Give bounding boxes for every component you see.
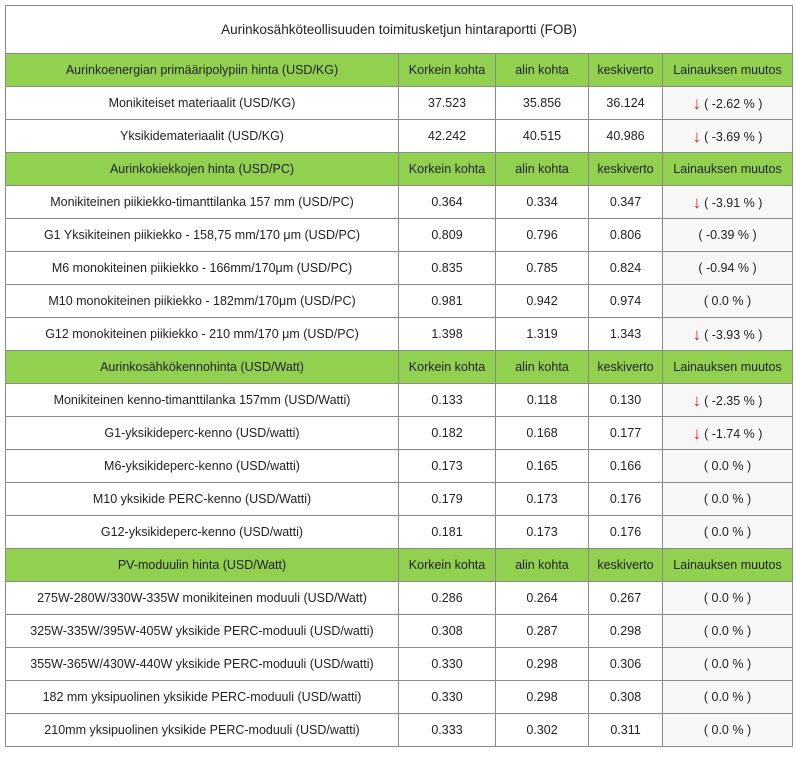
price-high: 0.330 (399, 681, 496, 714)
price-change-value: ( 0.0 % ) (703, 690, 752, 704)
price-change (663, 384, 793, 417)
product-name: M10 yksikide PERC-kenno (USD/Watti) (6, 483, 399, 516)
table-row (6, 252, 793, 285)
price-high: 0.133 (399, 384, 496, 417)
price-avg: 0.806 (589, 219, 663, 252)
column-header-avg: keskiverto (589, 153, 663, 186)
column-header-high: Korkein kohta (399, 153, 496, 186)
price-low: 0.264 (496, 582, 589, 615)
price-avg: 0.308 (589, 681, 663, 714)
price-high: 0.182 (399, 417, 496, 450)
product-name: 275W-280W/330W-335W monikiteinen moduuli (USD/Watt) (6, 582, 399, 615)
price-avg: 0.311 (589, 714, 663, 747)
price-change (663, 615, 793, 648)
price-change (663, 648, 793, 681)
product-name: G12-yksikideperc-kenno (USD/watti) (6, 516, 399, 549)
price-high: 0.179 (399, 483, 496, 516)
price-avg: 0.267 (589, 582, 663, 615)
price-low: 0.302 (496, 714, 589, 747)
product-name: G1-yksikideperc-kenno (USD/watti) (6, 417, 399, 450)
table-row (6, 483, 793, 516)
table-row (6, 318, 793, 351)
price-change-value: ( -3.69 % ) (704, 130, 763, 144)
price-change-value: ( 0.0 % ) (703, 525, 752, 539)
section-heading: Aurinkoenergian primääripolypiin hinta (USD/KG) (6, 54, 399, 87)
price-change (663, 87, 793, 120)
column-header-change: Lainauksen muutos (663, 351, 793, 384)
arrow-down-icon: ↓ (692, 424, 702, 443)
price-low: 0.287 (496, 615, 589, 648)
section-header-row (6, 54, 793, 87)
price-avg: 36.124 (589, 87, 663, 120)
price-low: 0.298 (496, 681, 589, 714)
table-row (6, 615, 793, 648)
price-avg: 0.177 (589, 417, 663, 450)
column-header-change: Lainauksen muutos (663, 54, 793, 87)
column-header-low: alin kohta (496, 54, 589, 87)
price-avg: 0.347 (589, 186, 663, 219)
table-row (6, 681, 793, 714)
product-name: G12 monokiteinen piikiekko - 210 mm/170 μm (USD/PC) (6, 318, 399, 351)
price-change-value: ( -0.39 % ) (698, 228, 757, 242)
price-change (663, 318, 793, 351)
table-row (6, 120, 793, 153)
price-low: 0.173 (496, 516, 589, 549)
table-row (6, 417, 793, 450)
table-row (6, 714, 793, 747)
section-header-row (6, 153, 793, 186)
table-row (6, 219, 793, 252)
column-header-high: Korkein kohta (399, 351, 496, 384)
price-low: 40.515 (496, 120, 589, 153)
price-high: 42.242 (399, 120, 496, 153)
price-high: 0.809 (399, 219, 496, 252)
price-change-value: ( 0.0 % ) (703, 294, 752, 308)
price-avg: 0.306 (589, 648, 663, 681)
price-high: 0.333 (399, 714, 496, 747)
report-title-row (6, 6, 793, 54)
column-header-change: Lainauksen muutos (663, 549, 793, 582)
price-avg: 40.986 (589, 120, 663, 153)
table-row (6, 285, 793, 318)
price-change-value: ( -3.93 % ) (704, 328, 763, 342)
section-header-row (6, 549, 793, 582)
price-high: 0.330 (399, 648, 496, 681)
arrow-down-icon: ↓ (692, 325, 702, 344)
product-name: Yksikidemateriaalit (USD/KG) (6, 120, 399, 153)
price-low: 0.165 (496, 450, 589, 483)
price-high: 0.181 (399, 516, 496, 549)
price-low: 1.319 (496, 318, 589, 351)
table-row (6, 516, 793, 549)
table-row (6, 186, 793, 219)
price-high: 0.981 (399, 285, 496, 318)
price-change (663, 483, 793, 516)
price-avg: 0.176 (589, 516, 663, 549)
price-change-value: ( 0.0 % ) (703, 657, 752, 671)
price-low: 0.173 (496, 483, 589, 516)
column-header-avg: keskiverto (589, 351, 663, 384)
price-low: 0.334 (496, 186, 589, 219)
price-change (663, 219, 793, 252)
price-low: 0.118 (496, 384, 589, 417)
section-heading: Aurinkokiekkojen hinta (USD/PC) (6, 153, 399, 186)
price-change-value: ( -2.35 % ) (704, 394, 763, 408)
product-name: Monikiteiset materiaalit (USD/KG) (6, 87, 399, 120)
price-change (663, 714, 793, 747)
product-name: 355W-365W/430W-440W yksikide PERC-moduuli (USD/watti) (6, 648, 399, 681)
column-header-change: Lainauksen muutos (663, 153, 793, 186)
price-change (663, 417, 793, 450)
column-header-avg: keskiverto (589, 549, 663, 582)
price-high: 0.364 (399, 186, 496, 219)
product-name: Monikiteinen kenno-timanttilanka 157mm (USD/Watti) (6, 384, 399, 417)
price-low: 0.796 (496, 219, 589, 252)
price-change-value: ( 0.0 % ) (703, 591, 752, 605)
table-row (6, 582, 793, 615)
price-avg: 0.824 (589, 252, 663, 285)
price-high: 0.286 (399, 582, 496, 615)
price-change-value: ( -1.74 % ) (704, 427, 763, 441)
column-header-low: alin kohta (496, 351, 589, 384)
arrow-down-icon: ↓ (692, 391, 702, 410)
product-name: 210mm yksipuolinen yksikide PERC-moduuli (USD/watti) (6, 714, 399, 747)
price-change-value: ( 0.0 % ) (703, 459, 752, 473)
column-header-avg: keskiverto (589, 54, 663, 87)
column-header-high: Korkein kohta (399, 549, 496, 582)
table-row (6, 87, 793, 120)
arrow-down-icon: ↓ (692, 193, 702, 212)
table-row (6, 384, 793, 417)
price-change (663, 285, 793, 318)
section-header-row (6, 351, 793, 384)
price-report-table (5, 5, 793, 747)
price-change-value: ( 0.0 % ) (703, 723, 752, 737)
price-change (663, 516, 793, 549)
price-high: 0.835 (399, 252, 496, 285)
arrow-down-icon: ↓ (692, 94, 702, 113)
price-high: 1.398 (399, 318, 496, 351)
product-name: Monikiteinen piikiekko-timanttilanka 157 mm (USD/PC) (6, 186, 399, 219)
price-low: 0.168 (496, 417, 589, 450)
price-low: 35.856 (496, 87, 589, 120)
price-avg: 0.974 (589, 285, 663, 318)
price-change-value: ( -2.62 % ) (704, 97, 763, 111)
table-row (6, 648, 793, 681)
price-change (663, 120, 793, 153)
product-name: M6 monokiteinen piikiekko - 166mm/170μm (USD/PC) (6, 252, 399, 285)
price-avg: 0.166 (589, 450, 663, 483)
product-name: 325W-335W/395W-405W yksikide PERC-moduuli (USD/watti) (6, 615, 399, 648)
product-name: G1 Yksikiteinen piikiekko - 158,75 mm/170 μm (USD/PC) (6, 219, 399, 252)
column-header-low: alin kohta (496, 549, 589, 582)
price-change (663, 252, 793, 285)
price-change-value: ( 0.0 % ) (703, 492, 752, 506)
price-change-value: ( -0.94 % ) (698, 261, 757, 275)
price-avg: 0.130 (589, 384, 663, 417)
arrow-down-icon: ↓ (692, 127, 702, 146)
price-change (663, 450, 793, 483)
price-change (663, 186, 793, 219)
price-high: 0.308 (399, 615, 496, 648)
price-change (663, 582, 793, 615)
section-heading: PV-moduulin hinta (USD/Watt) (6, 549, 399, 582)
price-high: 0.173 (399, 450, 496, 483)
price-low: 0.942 (496, 285, 589, 318)
price-avg: 0.176 (589, 483, 663, 516)
price-change-value: ( -3.91 % ) (704, 196, 763, 210)
price-high: 37.523 (399, 87, 496, 120)
product-name: M10 monokiteinen piikiekko - 182mm/170μm (USD/PC) (6, 285, 399, 318)
price-low: 0.298 (496, 648, 589, 681)
price-avg: 0.298 (589, 615, 663, 648)
column-header-high: Korkein kohta (399, 54, 496, 87)
price-low: 0.785 (496, 252, 589, 285)
report-title: Aurinkosähköteollisuuden toimitusketjun hintaraportti (FOB) (6, 6, 793, 54)
product-name: 182 mm yksipuolinen yksikide PERC-moduuli (USD/watti) (6, 681, 399, 714)
product-name: M6-yksikideperc-kenno (USD/watti) (6, 450, 399, 483)
section-heading: Aurinkosähkökennohinta (USD/Watt) (6, 351, 399, 384)
price-change-value: ( 0.0 % ) (703, 624, 752, 638)
price-avg: 1.343 (589, 318, 663, 351)
column-header-low: alin kohta (496, 153, 589, 186)
table-row (6, 450, 793, 483)
price-change (663, 681, 793, 714)
